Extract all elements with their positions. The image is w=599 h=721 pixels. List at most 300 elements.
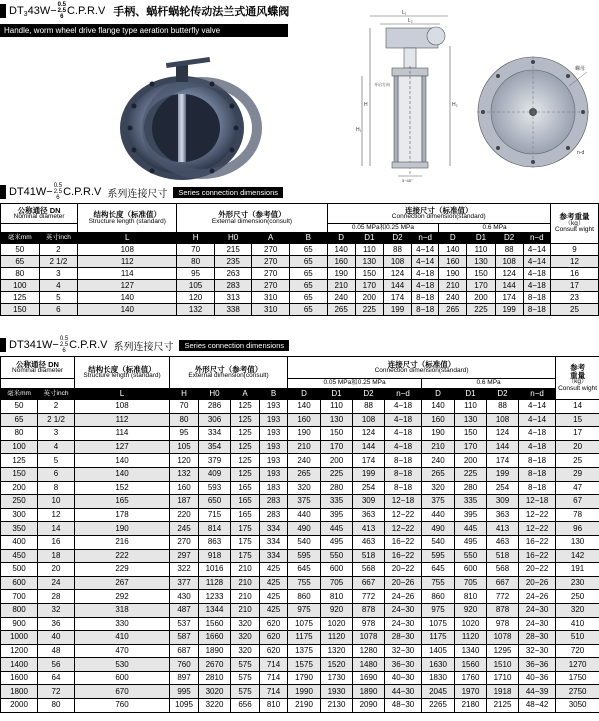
table-cell: 413 xyxy=(353,522,385,536)
table-cell: 125 xyxy=(231,440,260,454)
table-cell: 16−22 xyxy=(519,549,556,563)
H-header: H xyxy=(177,233,215,244)
table-cell: 32−30 xyxy=(519,644,556,658)
mm-header: 毫米mm xyxy=(1,389,38,400)
table-cell: 363 xyxy=(353,508,385,522)
table-cell: 165 xyxy=(231,495,260,509)
table-cell: 495 xyxy=(321,535,353,549)
table-cell: 1270 xyxy=(556,658,599,672)
table-cell: 1016 xyxy=(199,563,231,577)
table-cell: 14 xyxy=(38,522,75,536)
table-cell: 150 xyxy=(467,268,495,280)
table-cell: 88 xyxy=(487,400,519,414)
table-row xyxy=(1,522,599,536)
table-cell: 32−30 xyxy=(385,644,422,658)
table-cell: 320 xyxy=(231,631,260,645)
section1-title xyxy=(0,183,283,201)
table-cell: 25 xyxy=(556,454,599,468)
table-cell: 9 xyxy=(550,244,598,256)
section1-marker xyxy=(0,185,6,199)
table-cell: 40 xyxy=(38,631,75,645)
table-cell: 105 xyxy=(170,440,199,454)
table-cell: 222 xyxy=(75,549,170,563)
table-cell: 334 xyxy=(260,522,288,536)
table-cell: 32 xyxy=(38,603,75,617)
table-cell: 190 xyxy=(439,268,467,280)
table-cell: 595 xyxy=(422,549,455,563)
table-cell: 2750 xyxy=(556,685,599,699)
table-row xyxy=(1,292,599,304)
pressure-high-header: 0.6 MPa xyxy=(422,379,556,389)
table-cell: 320 xyxy=(556,603,599,617)
section2-title-en: Series connection dimensions xyxy=(179,340,289,351)
table-cell: 320 xyxy=(422,481,455,495)
svg-text:5~45°: 5~45° xyxy=(402,178,413,183)
table-cell: 334 xyxy=(260,549,288,563)
section2-title xyxy=(0,336,289,354)
table-cell: 1930 xyxy=(321,685,353,699)
table-cell: 110 xyxy=(455,400,487,414)
table-cell: 150 xyxy=(1,467,38,481)
table-cell: 306 xyxy=(199,413,231,427)
table-cell: 8−18 xyxy=(519,467,556,481)
table-cell: 12−22 xyxy=(385,508,422,522)
table-cell: 645 xyxy=(422,563,455,577)
table-row xyxy=(1,576,599,590)
table-cell: 110 xyxy=(467,244,495,256)
table-cell: 8−18 xyxy=(385,467,422,481)
table-cell: 263 xyxy=(214,268,252,280)
table-cell: 36−30 xyxy=(385,658,422,672)
table-cell: 1730 xyxy=(321,671,353,685)
table-cell: 65 xyxy=(1,256,40,268)
table-row xyxy=(1,644,599,658)
table-cell: 1405 xyxy=(422,644,455,658)
table-cell: 518 xyxy=(353,549,385,563)
table-cell: 48 xyxy=(38,644,75,658)
table-cell: 2125 xyxy=(487,699,519,713)
table-cell: 270 xyxy=(252,268,290,280)
D-header-2: D xyxy=(422,389,455,400)
table-row xyxy=(1,631,599,645)
front-view-drawing xyxy=(475,46,597,176)
table-cell: 165 xyxy=(231,508,260,522)
table-cell: 70 xyxy=(170,400,199,414)
table-cell: 240 xyxy=(327,292,355,304)
table-cell: 4−14 xyxy=(523,256,550,268)
table-cell: 132 xyxy=(177,304,215,316)
table-cell: 265 xyxy=(288,467,321,481)
table-cell: 16−22 xyxy=(519,535,556,549)
table-cell: 127 xyxy=(75,440,170,454)
table-cell: 1690 xyxy=(353,671,385,685)
table-cell: 280 xyxy=(455,481,487,495)
table-cell: 495 xyxy=(455,535,487,549)
table-cell: 20 xyxy=(556,440,599,454)
table-cell: 1280 xyxy=(353,644,385,658)
table-cell: 16 xyxy=(38,535,75,549)
dn-header: 公称通径 DN Nominal diameter xyxy=(1,204,78,224)
table-cell: 16−22 xyxy=(385,549,422,563)
table-cell: 2190 xyxy=(288,699,321,713)
table-cell: 240 xyxy=(439,292,467,304)
table-cell: 575 xyxy=(231,658,260,672)
table-cell: 210 xyxy=(231,590,260,604)
table-cell: 110 xyxy=(355,244,383,256)
table-cell: 175 xyxy=(231,522,260,536)
table-cell: 200 xyxy=(467,292,495,304)
table-row xyxy=(1,256,599,268)
table-cell: 144 xyxy=(495,280,523,292)
table-cell: 140 xyxy=(439,244,467,256)
ext-header: 外形尺寸（参考值） External dimension(consult) xyxy=(177,204,327,233)
table-cell: 124 xyxy=(495,268,523,280)
table-cell: 150 xyxy=(355,268,383,280)
table-cell: 8−18 xyxy=(519,481,556,495)
table-cell: 4 xyxy=(39,280,78,292)
table-cell: 800 xyxy=(1,603,38,617)
table-row xyxy=(1,671,599,685)
table-cell: 12−18 xyxy=(385,495,422,509)
nd-header: n−d xyxy=(385,389,422,400)
table-cell: 410 xyxy=(75,631,170,645)
table-cell: 375 xyxy=(288,495,321,509)
svg-text:H: H xyxy=(364,102,368,108)
table-cell: 568 xyxy=(353,563,385,577)
table-cell: 142 xyxy=(556,549,599,563)
table-cell: 170 xyxy=(321,440,353,454)
table-cell: 125 xyxy=(1,454,38,468)
table-cell: 400 xyxy=(1,535,38,549)
table-cell: 114 xyxy=(78,268,177,280)
table-cell: 5 xyxy=(38,454,75,468)
table-cell: 330 xyxy=(75,617,170,631)
table-cell: 193 xyxy=(260,413,288,427)
table-cell: 199 xyxy=(495,304,523,316)
table-cell: 1918 xyxy=(487,685,519,699)
table-cell: 975 xyxy=(422,603,455,617)
table-cell: 10 xyxy=(38,495,75,509)
table-cell: 568 xyxy=(487,563,519,577)
table-cell: 24−26 xyxy=(519,590,556,604)
D2-header-2: D2 xyxy=(487,389,519,400)
table-cell: 24−30 xyxy=(519,603,556,617)
table-cell: 29 xyxy=(556,467,599,481)
inch-header: 英寸inch xyxy=(39,233,78,244)
table-cell: 1660 xyxy=(199,631,231,645)
table-cell: 114 xyxy=(75,427,170,441)
H0-header: H0 xyxy=(214,233,252,244)
table-cell: 183 xyxy=(260,481,288,495)
table-cell: 210 xyxy=(231,603,260,617)
table-row xyxy=(1,454,599,468)
table-cell: 450 xyxy=(1,549,38,563)
table-cell: 620 xyxy=(260,617,288,631)
D1-header-2: D1 xyxy=(455,389,487,400)
table-cell: 2130 xyxy=(321,699,353,713)
table-cell: 1800 xyxy=(1,685,38,699)
table-cell: 714 xyxy=(260,685,288,699)
table-cell: 313 xyxy=(214,292,252,304)
table-cell: 8 xyxy=(38,481,75,495)
table-cell: 1075 xyxy=(422,617,455,631)
table-cell: 4−14 xyxy=(412,244,439,256)
table-cell: 2265 xyxy=(422,699,455,713)
table-cell: 1630 xyxy=(422,658,455,672)
table-row xyxy=(1,658,599,672)
B-header: B xyxy=(290,233,328,244)
table-cell: 190 xyxy=(422,427,455,441)
section1-title-cn: 系列连接尺寸 xyxy=(107,188,168,200)
table-cell: 160 xyxy=(422,413,455,427)
table-cell: 108 xyxy=(495,256,523,268)
table-cell: 4−18 xyxy=(412,280,439,292)
table-cell: 245 xyxy=(170,522,199,536)
table-cell: 270 xyxy=(252,244,290,256)
table-cell: 25 xyxy=(550,304,598,316)
table-cell: 425 xyxy=(260,563,288,577)
table-cell: 575 xyxy=(231,685,260,699)
table-cell: 463 xyxy=(353,535,385,549)
table-cell: 1000 xyxy=(1,631,38,645)
table-cell: 4−18 xyxy=(385,427,422,441)
table-cell: 593 xyxy=(199,481,231,495)
table-cell: 96 xyxy=(556,522,599,536)
table-cell: 225 xyxy=(321,467,353,481)
L-header: L xyxy=(78,233,177,244)
table-cell: 265 xyxy=(422,467,455,481)
svg-text:螺母: 螺母 xyxy=(575,66,586,72)
table-cell: 620 xyxy=(260,644,288,658)
table-cell: 1375 xyxy=(288,644,321,658)
conn-header: 连接尺寸（标准值） Connection dimension(standard) xyxy=(288,357,556,379)
table-row xyxy=(1,495,599,509)
table-cell: 20−22 xyxy=(385,563,422,577)
table-cell: 1710 xyxy=(487,671,519,685)
table-cell: 210 xyxy=(327,280,355,292)
table-cell: 20 xyxy=(38,563,75,577)
table-cell: 667 xyxy=(353,576,385,590)
table-cell: 409 xyxy=(199,467,231,481)
ext-header: 外形尺寸（参考值） External dimension(consult) xyxy=(170,357,288,389)
A-header: A xyxy=(231,389,260,400)
table-cell: 600 xyxy=(321,563,353,577)
pressure-fraction: 0.5 2.5 6 xyxy=(57,2,66,20)
table-row xyxy=(1,549,599,563)
table-cell: 88 xyxy=(353,400,385,414)
table-cell: 620 xyxy=(260,631,288,645)
table-cell: 700 xyxy=(1,590,38,604)
table-cell: 600 xyxy=(75,671,170,685)
table-cell: 210 xyxy=(422,440,455,454)
table-cell: 108 xyxy=(487,413,519,427)
table-cell: 645 xyxy=(288,563,321,577)
table-cell: 283 xyxy=(260,508,288,522)
table-cell: 130 xyxy=(321,413,353,427)
table-cell: 3220 xyxy=(199,699,231,713)
table-cell: 283 xyxy=(214,280,252,292)
table-cell: 354 xyxy=(199,440,231,454)
page-header xyxy=(0,0,340,37)
table-cell: 220 xyxy=(170,508,199,522)
table-row xyxy=(1,400,599,414)
table-cell: 16 xyxy=(550,268,598,280)
table-cell: 65 xyxy=(290,304,328,316)
table-cell: 810 xyxy=(321,590,353,604)
table-cell: 1075 xyxy=(288,617,321,631)
D1-header: D1 xyxy=(355,233,383,244)
table-cell: 15 xyxy=(556,413,599,427)
table-row xyxy=(1,563,599,577)
table-dt41w xyxy=(0,203,599,316)
table-cell: 286 xyxy=(199,400,231,414)
table-cell: 2 xyxy=(38,400,75,414)
table-cell: 334 xyxy=(199,427,231,441)
dn-header: 公称通径 DN Nominal diameter xyxy=(1,357,75,379)
table-cell: 4−14 xyxy=(523,244,550,256)
table-cell: 1233 xyxy=(199,590,231,604)
table-cell: 445 xyxy=(321,522,353,536)
table-cell: 44−39 xyxy=(519,685,556,699)
table-cell: 230 xyxy=(556,576,599,590)
table-cell: 24 xyxy=(38,576,75,590)
table-cell: 978 xyxy=(353,617,385,631)
table-cell: 140 xyxy=(422,400,455,414)
table-cell: 199 xyxy=(487,467,519,481)
table-cell: 56 xyxy=(38,658,75,672)
table-cell: 229 xyxy=(75,563,170,577)
table-cell: 110 xyxy=(321,400,353,414)
table-cell: 270 xyxy=(252,256,290,268)
table-cell: 70 xyxy=(177,244,215,256)
table-cell: 225 xyxy=(355,304,383,316)
table-cell: 210 xyxy=(231,563,260,577)
table-cell: 112 xyxy=(75,413,170,427)
table-cell: 2 1/2 xyxy=(39,256,78,268)
table-cell: 1560 xyxy=(455,658,487,672)
table-cell: 1790 xyxy=(288,671,321,685)
table-cell: 12−22 xyxy=(519,522,556,536)
table-cell: 410 xyxy=(556,617,599,631)
svg-text:L₁: L₁ xyxy=(402,10,407,16)
table-row xyxy=(1,481,599,495)
table-cell: 8−18 xyxy=(385,454,422,468)
table-cell: 1830 xyxy=(422,671,455,685)
table-cell: 28 xyxy=(38,590,75,604)
table-cell: 193 xyxy=(260,467,288,481)
table-cell: 24−26 xyxy=(385,590,422,604)
table-cell: 193 xyxy=(260,454,288,468)
table-cell: 2 1/2 xyxy=(38,413,75,427)
table-cell: 216 xyxy=(75,535,170,549)
table-cell: 1175 xyxy=(422,631,455,645)
table-cell: 978 xyxy=(487,617,519,631)
table-cell: 772 xyxy=(487,590,519,604)
table-cell: 4−14 xyxy=(412,256,439,268)
table-cell: 338 xyxy=(214,304,252,316)
table-cell: 375 xyxy=(422,495,455,509)
table-cell: 1095 xyxy=(170,699,199,713)
pressure-low-header: 0.05 MPa和0.25 MPa xyxy=(327,224,439,233)
table-cell: 120 xyxy=(170,454,199,468)
table-cell: 20−22 xyxy=(519,563,556,577)
table-cell: 200 xyxy=(321,454,353,468)
table-cell: 540 xyxy=(422,535,455,549)
table-cell: 190 xyxy=(288,427,321,441)
table-cell: 165 xyxy=(75,495,170,509)
table-cell: 760 xyxy=(75,699,170,713)
table-cell: 4−18 xyxy=(412,268,439,280)
table-cell: 3 xyxy=(39,268,78,280)
table-cell: 78 xyxy=(556,508,599,522)
table-cell: 50 xyxy=(1,400,38,414)
table-cell: 470 xyxy=(75,644,170,658)
table-cell: 1020 xyxy=(455,617,487,631)
table-cell: 705 xyxy=(321,576,353,590)
table-cell: 210 xyxy=(439,280,467,292)
table-cell: 130 xyxy=(467,256,495,268)
table-cell: 1175 xyxy=(288,631,321,645)
table-cell: 1760 xyxy=(455,671,487,685)
model-code: $DT_343W-$ xyxy=(9,4,57,18)
table-cell: 88 xyxy=(495,244,523,256)
table-cell: 150 xyxy=(321,427,353,441)
table-cell: 1120 xyxy=(455,631,487,645)
table-cell: 4−14 xyxy=(519,400,556,414)
section1-fraction: 0.5 2.5 6 xyxy=(53,183,63,201)
table-cell: 320 xyxy=(231,644,260,658)
table-cell: 174 xyxy=(383,292,411,304)
table-cell: 191 xyxy=(556,563,599,577)
table-cell: 28−30 xyxy=(519,631,556,645)
table-cell: 190 xyxy=(75,522,170,536)
table-cell: 88 xyxy=(383,244,411,256)
table-cell: 174 xyxy=(353,454,385,468)
main-title xyxy=(0,0,340,22)
table-cell: 125 xyxy=(231,427,260,441)
table-cell: 190 xyxy=(327,268,355,280)
table-cell: 80 xyxy=(1,268,40,280)
table-cell: 125 xyxy=(1,292,40,304)
table-cell: 656 xyxy=(231,699,260,713)
section1-title-en: Series connection dimensions xyxy=(173,187,283,198)
table-cell: 1340 xyxy=(455,644,487,658)
table-cell: 320 xyxy=(231,617,260,631)
table-cell: 193 xyxy=(260,427,288,441)
table-cell: 920 xyxy=(455,603,487,617)
conn-header: 连接尺寸（标准值） Connection dimension(standard) xyxy=(327,204,550,224)
table-cell: 265 xyxy=(327,304,355,316)
table-cell: 6 xyxy=(39,304,78,316)
table-cell: 518 xyxy=(487,549,519,563)
table-row xyxy=(1,268,599,280)
table-cell: 225 xyxy=(455,467,487,481)
table-cell: 125 xyxy=(231,467,260,481)
title-cn: 手柄、蜗杆蜗轮传动法兰式通风蝶阀 xyxy=(113,6,290,18)
table-cell: 6 xyxy=(38,467,75,481)
table-cell: 1078 xyxy=(353,631,385,645)
table-cell: 140 xyxy=(327,244,355,256)
D2-header-2: D2 xyxy=(495,233,523,244)
table-cell: 1078 xyxy=(487,631,519,645)
pressure-low-header: 0.05 MPa和0.25 MPa xyxy=(288,379,422,389)
table-cell: 860 xyxy=(422,590,455,604)
table-cell: 897 xyxy=(170,671,199,685)
table-cell: 1575 xyxy=(288,658,321,672)
table-cell: 8−18 xyxy=(519,454,556,468)
table-cell: 705 xyxy=(455,576,487,590)
table-cell: 1480 xyxy=(353,658,385,672)
